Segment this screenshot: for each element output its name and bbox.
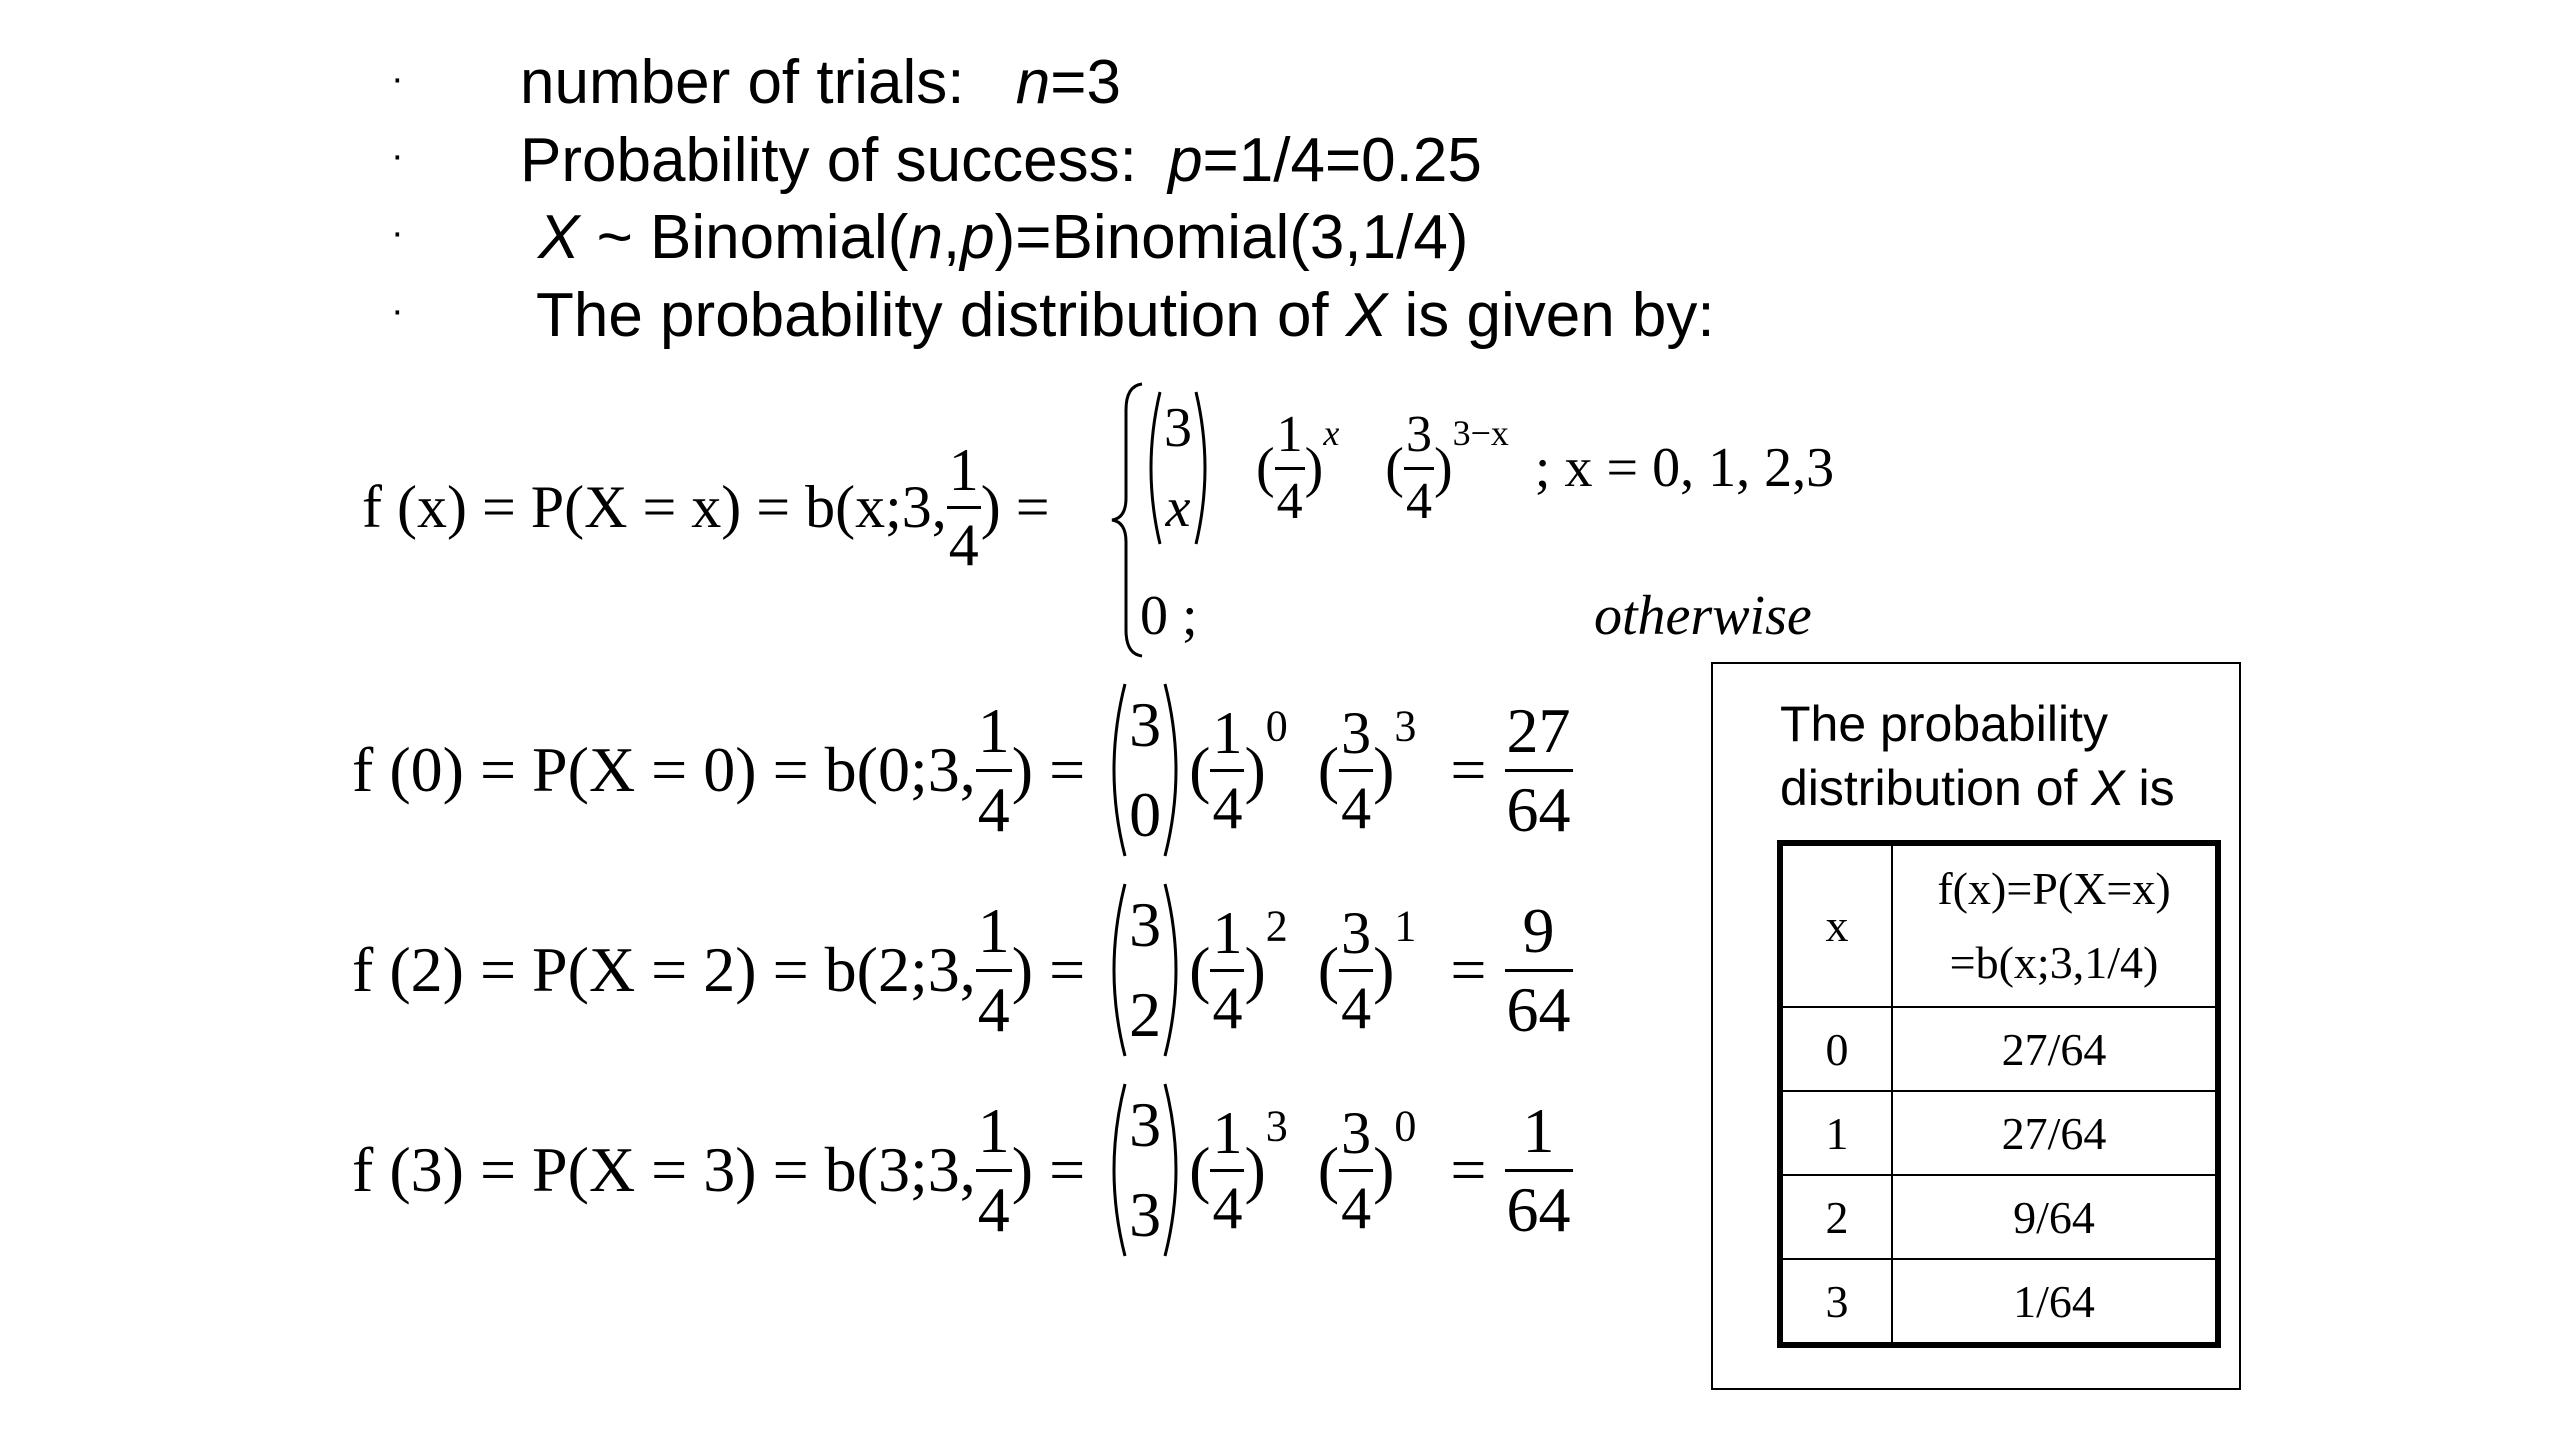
success-label: Probability of success: xyxy=(520,126,1137,195)
example-equation: f (3) = P(X = 3) = b(3;3, $\frac{1}{4}$ ) = 3 3 ( $\frac{1}{4}$ )$^3$ ( $\frac{3}{4}$ )$^0$ = $\frac{1}{64}$ xyxy=(352,1080,1573,1260)
right-paren-icon xyxy=(1161,680,1189,860)
p-var: p xyxy=(1168,126,1203,195)
caption-line-1: The probability xyxy=(1780,696,2108,752)
exponent: 2 xyxy=(1265,901,1288,951)
bullet-marker: · xyxy=(391,135,404,177)
intro-text-2: is given by: xyxy=(1387,281,1715,350)
bullet-marker: · xyxy=(391,58,404,100)
binomial-coefficient: 3 2 xyxy=(1101,880,1189,1060)
exponent: 0 xyxy=(1265,701,1288,751)
example-equation: f (2) = P(X = 2) = b(2;3, $\frac{1}{4}$ ) = 3 2 ( $\frac{1}{4}$ )$^2$ ( $\frac{3}{4}$ )$^1$ = $\frac{9}{64}$ xyxy=(352,880,1573,1060)
right-paren-icon xyxy=(1161,880,1189,1060)
example-lhs: f (2) = P(X = 2) = b(2;3, xyxy=(352,934,976,1005)
fraction: $\frac{1}{4}$ xyxy=(1212,699,1243,841)
probability-distribution-box xyxy=(1711,662,2241,1390)
cell-fx: 27/64 xyxy=(1892,1007,2218,1091)
fraction: $\frac{1}{4}$ xyxy=(977,894,1010,1045)
example-lhs: f (0) = P(X = 0) = b(0;3, xyxy=(352,734,976,805)
fraction: $\frac{1}{4}$ xyxy=(977,1094,1010,1245)
header-fx: f(x)=P(X=x) =b(x;3,1/4) xyxy=(1892,843,2218,1007)
success-value: =1/4=0.25 xyxy=(1202,126,1482,195)
table-row xyxy=(1780,1259,2218,1345)
cell-x: 1 xyxy=(1780,1091,1892,1175)
fraction: $\frac{3}{4}$ xyxy=(1341,899,1372,1041)
binomial-text-1: ~ Binomial( xyxy=(579,203,909,272)
table-row xyxy=(1780,1007,2218,1091)
cell-fx: 27/64 xyxy=(1892,1091,2218,1175)
trials-label: number of trials: xyxy=(520,48,965,117)
binomial-coefficient xyxy=(1140,388,1216,548)
left-paren-icon xyxy=(1101,1080,1129,1260)
probability-table xyxy=(1777,840,2221,1348)
box-caption xyxy=(1780,692,2175,820)
example-equals: ) = xyxy=(1011,1134,1086,1205)
right-paren-icon xyxy=(1192,388,1216,548)
fraction: $\frac{1}{4}$ xyxy=(1212,1099,1243,1241)
bullet-probability-of-success xyxy=(520,126,1482,195)
binom-top: 3 xyxy=(1164,397,1192,459)
cell-x: 2 xyxy=(1780,1175,1892,1259)
pmf-range: ; x = 0, 1, 2,3 xyxy=(1534,437,1835,499)
x-var: X xyxy=(538,203,580,272)
comma: , xyxy=(942,203,961,272)
bullet-binomial xyxy=(538,203,1469,272)
pmf-lhs: f (x) = P(X = x) = b(x;3, xyxy=(362,474,947,540)
pmf-case-1: 3 x ( $\frac{1}{4}$ )$^x$ ( $\frac{3}{4}$ )$^{3-x}$ ; x = 0, 1, 2,3 xyxy=(1140,388,1834,548)
p-var: p xyxy=(960,203,995,272)
header-x: x xyxy=(1780,843,1892,1007)
left-paren-icon xyxy=(1101,680,1129,860)
binomial-coefficient: 3 0 xyxy=(1101,680,1189,860)
example-equals: ) = xyxy=(1011,934,1086,1005)
exponent: 1 xyxy=(1394,901,1417,951)
table-row xyxy=(1780,1175,2218,1259)
fraction: $\frac{3}{4}$ xyxy=(1341,699,1372,841)
table-header-row xyxy=(1780,843,2218,1007)
fraction: $\frac{1}{4}$ xyxy=(1276,405,1303,530)
exponent: 3−x xyxy=(1452,412,1509,453)
cell-fx: 9/64 xyxy=(1892,1175,2218,1259)
example-equation: f (0) = P(X = 0) = b(0;3, $\frac{1}{4}$ ) = 3 0 ( $\frac{1}{4}$ )$^0$ ( $\frac{3}{4}$ )$^3$ = $\frac{27}{64}$ xyxy=(352,680,1573,860)
exponent: 3 xyxy=(1394,701,1417,751)
cell-x: 3 xyxy=(1780,1259,1892,1345)
table-row xyxy=(1780,1091,2218,1175)
pmf-otherwise: otherwise xyxy=(1594,585,1812,647)
exponent: 0 xyxy=(1394,1101,1417,1151)
exponent: 3 xyxy=(1265,1101,1288,1151)
cell-fx: 1/64 xyxy=(1892,1259,2218,1345)
bullet-marker: · xyxy=(391,212,404,254)
bullet-distribution-intro xyxy=(536,281,1715,350)
cell-x: 0 xyxy=(1780,1007,1892,1091)
pmf-zero: 0 ; xyxy=(1140,585,1198,647)
fraction: $\frac{3}{4}$ xyxy=(1405,405,1432,530)
x-var: X xyxy=(1345,281,1388,350)
fraction: $\frac{3}{4}$ xyxy=(1341,1099,1372,1241)
caption-line-2: distribution of X is xyxy=(1780,760,2175,816)
n-var: n xyxy=(1015,48,1051,117)
frac-num: 1 xyxy=(948,437,979,503)
n-var: n xyxy=(908,203,943,272)
example-equals: ) = xyxy=(1011,734,1086,805)
binom-bottom: x xyxy=(1165,477,1191,539)
left-paren-icon xyxy=(1101,880,1129,1060)
pmf-formula xyxy=(362,437,1050,578)
exponent: x xyxy=(1323,412,1340,453)
bullet-number-of-trials xyxy=(520,48,1121,117)
fraction: $\frac{1}{4}$ xyxy=(977,694,1010,845)
result-fraction: $\frac{9}{64}$ xyxy=(1506,894,1571,1045)
x-var: X xyxy=(2091,760,2125,816)
fraction: $\frac{1}{4}$ xyxy=(1212,899,1243,1041)
example-lhs: f (3) = P(X = 3) = b(3;3, xyxy=(352,1134,976,1205)
fraction xyxy=(947,437,981,578)
bullet-marker: · xyxy=(391,290,404,332)
frac-den: 4 xyxy=(948,512,979,578)
trials-value: =3 xyxy=(1050,48,1121,117)
binomial-coefficient: 3 3 xyxy=(1101,1080,1189,1260)
pmf-equals: ) = xyxy=(980,474,1050,540)
right-paren-icon xyxy=(1161,1080,1189,1260)
intro-text-1: The probability distribution of xyxy=(536,281,1346,350)
binomial-text-2: )=Binomial(3,1/4) xyxy=(994,203,1469,272)
result-fraction: $\frac{27}{64}$ xyxy=(1506,694,1571,845)
left-paren-icon xyxy=(1140,388,1164,548)
result-fraction: $\frac{1}{64}$ xyxy=(1506,1094,1571,1245)
